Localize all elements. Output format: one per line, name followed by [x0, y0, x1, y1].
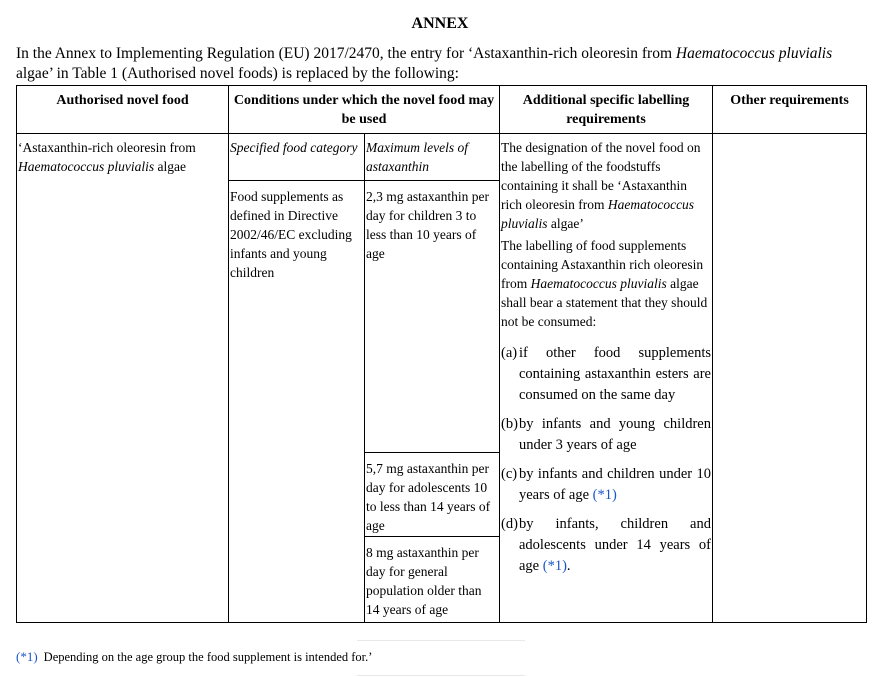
- cell-labelling: [500, 134, 713, 623]
- intro-species: Haematococcus pluvialis: [675, 45, 833, 62]
- intro-text-1: In the Annex to Implementing Regulation (EU) 2017/2470, the entry for ‘Astaxanthin-rich oleoresin from: [16, 45, 676, 62]
- cell-category-header: Specified food category: [229, 134, 365, 181]
- list-item: (c) by infants and children under 10 years of age (*1): [501, 466, 711, 503]
- annex-heading: ANNEX: [411, 15, 469, 32]
- footnote-text: Depending on the age group the food supplement is intended for.’: [43, 650, 373, 664]
- cell-level-general: 8 mg astaxanthin per day for general population older than 14 years of age: [365, 537, 500, 623]
- intro-paragraph: [16, 44, 871, 84]
- footnote-ref[interactable]: (*1): [592, 487, 617, 503]
- cell-level-adolescents: 5,7 mg astaxanthin per day for adolescents 10 to less than 14 years of age: [365, 453, 500, 537]
- cell-levels-header: Maximum levels of astaxanthin: [365, 134, 500, 181]
- cell-authorised-food: ‘Astaxanthin-rich oleoresin from Haematococcus pluvialis algae: [17, 134, 229, 623]
- footnote: [16, 649, 372, 665]
- cell-level-children: 2,3 mg astaxanthin per day for children 3 to less than 10 years of age: [365, 181, 500, 453]
- divider: [357, 640, 525, 641]
- novel-food-table: [16, 85, 867, 623]
- labelling-paragraph-1: The designation of the novel food on the labelling of the foodstuffs containing it shall be ‘Astaxanthin rich oleoresin from Haematococcus pluvialis algae’: [501, 140, 701, 231]
- restriction-list: [501, 343, 711, 577]
- footnote-marker[interactable]: (*1): [16, 649, 38, 664]
- list-item: (a) if other food supplements containing astaxanthin esters are consumed on the same day: [501, 345, 711, 403]
- cell-other-requirements: [713, 134, 867, 623]
- labelling-paragraph-2: The labelling of food supplements containing Astaxanthin rich oleoresin from Haematococcus pluvialis algae shall bear a statement that they should not be consumed:: [501, 238, 708, 329]
- intro-text-2: algae’ in Table 1 (Authorised novel foods) is replaced by the following:: [16, 65, 459, 82]
- divider: [357, 675, 525, 676]
- footnote-ref[interactable]: (*1): [542, 558, 567, 574]
- cell-food-category: Food supplements as defined in Directive 2002/46/EC excluding infants and young children: [229, 181, 365, 623]
- list-item: (b) by infants and young children under 3 years of age: [501, 416, 711, 453]
- header-authorised-food: Authorised novel food: [17, 86, 229, 134]
- header-labelling: Additional specific labelling requirements: [500, 86, 713, 134]
- list-item: (d) by infants, children and adolescents under 14 years of age (*1).: [501, 516, 711, 574]
- header-conditions: Conditions under which the novel food may be used: [229, 86, 500, 134]
- header-other: Other requirements: [713, 86, 867, 134]
